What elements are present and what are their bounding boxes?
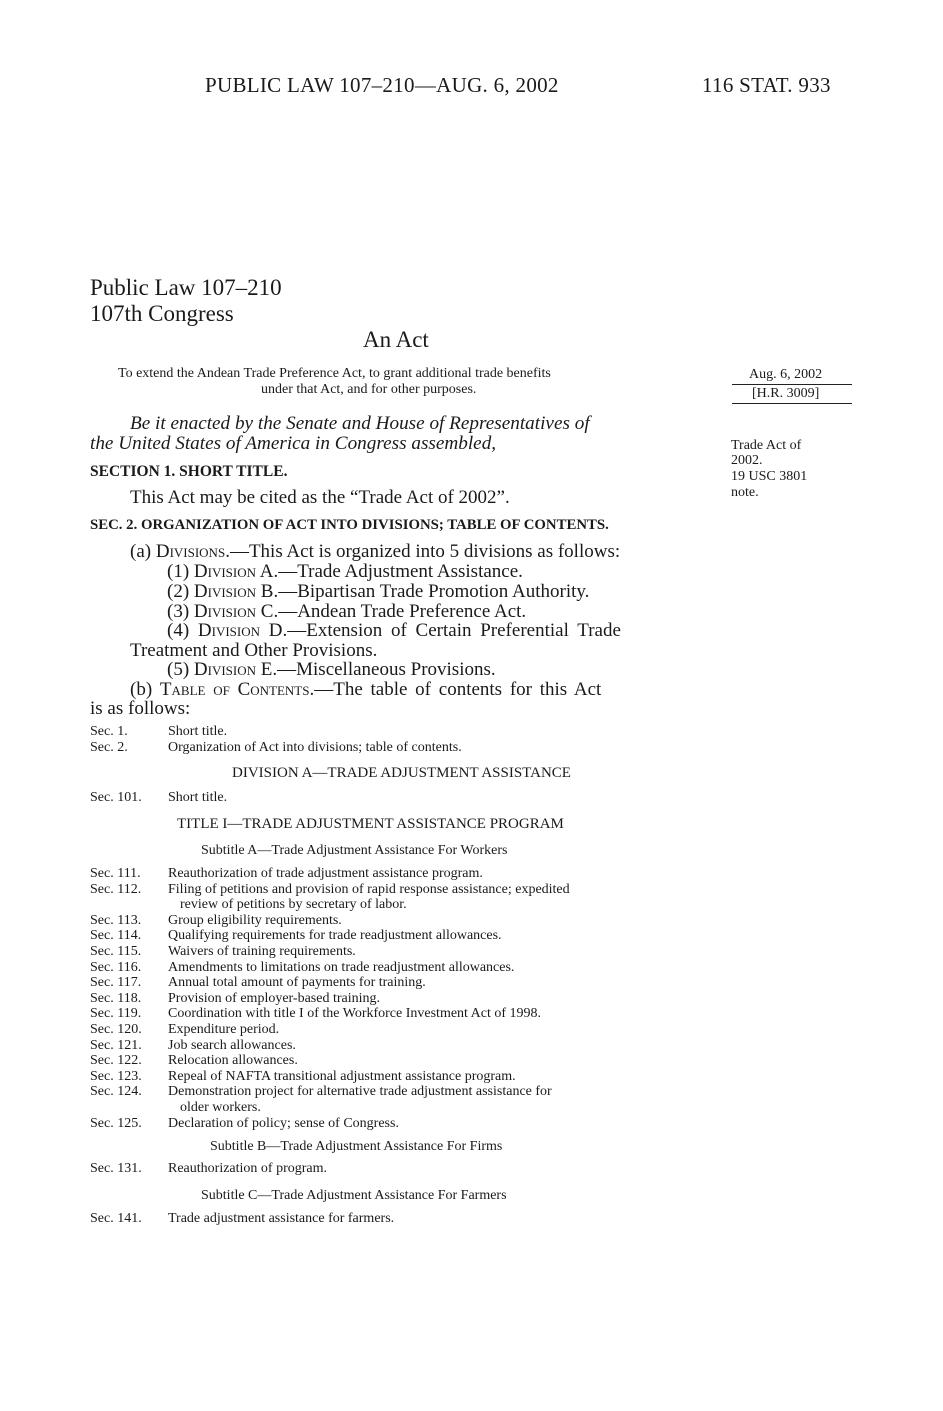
running-header-right: 116 STAT. 933 (702, 73, 831, 97)
toc-title-1-heading: TITLE I—TRADE ADJUSTMENT ASSISTANCE PROGRAM (177, 816, 564, 832)
toc-entry (90, 1053, 730, 1069)
margin-bill-rule (732, 403, 852, 404)
toc-entry (90, 724, 720, 740)
division-4-cont: Treatment and Other Provisions. (130, 640, 378, 661)
section-2-b-prefix: (b) (130, 679, 160, 700)
section-2-b-cont: is as follows: (90, 698, 191, 719)
toc-division-a (90, 790, 720, 806)
toc-entry-title: Annual total amount of payments for training. (168, 975, 426, 991)
toc-entry-title: Organization of Act into divisions; table of contents. (168, 739, 462, 755)
running-header-left: PUBLIC LAW 107–210—AUG. 6, 2002 (205, 73, 559, 97)
section-1-text: This Act may be cited as the “Trade Act of 2002”. (130, 487, 510, 508)
toc-entry-number: Sec. 116. (90, 959, 142, 975)
toc-entry (90, 913, 730, 929)
toc-entry-number: Sec. 119. (90, 1006, 142, 1022)
toc-entry-title: Trade adjustment assistance for farmers. (168, 1211, 395, 1226)
toc-entry-title: Expenditure period. (168, 1021, 280, 1037)
toc-top (90, 724, 720, 755)
margin-note-2: 2002. (731, 453, 763, 468)
toc-entry-title: Filing of petitions and provision of rapid response assistance; expedited (168, 881, 570, 897)
toc-entry (90, 882, 730, 898)
act-heading: An Act (363, 327, 429, 352)
section-2-b-label: Table of Contents (159, 679, 310, 700)
toc-entry (90, 1006, 730, 1022)
toc-entry-title: Relocation allowances. (168, 1053, 298, 1069)
toc-entry-number: Sec. 101. (90, 790, 142, 805)
toc-entry-title: Waivers of training requirements. (168, 943, 356, 959)
toc-entry (90, 1211, 720, 1227)
section-1-heading: SECTION 1. SHORT TITLE. (90, 463, 288, 480)
toc-entry-number: Sec. 117. (90, 975, 142, 991)
toc-entry-number: Sec. 123. (90, 1068, 142, 1084)
toc-entry-title: Declaration of policy; sense of Congress. (168, 1115, 399, 1131)
toc-entry-number: Sec. 115. (90, 943, 142, 959)
toc-entry-number: Sec. 2. (90, 739, 128, 755)
section-2-a-text: .—This Act is organized into 5 divisions as follows: (225, 541, 621, 562)
enacting-clause-line-1: Be it enacted by the Senate and House of Representatives of (130, 413, 590, 434)
toc-entry-title: Short title. (168, 724, 228, 739)
toc-entry (90, 1084, 730, 1100)
margin-bill: [H.R. 3009] (752, 386, 820, 401)
toc-entry-title: Provision of employer-based training. (168, 990, 381, 1006)
division-label: Division B (193, 581, 274, 602)
toc-entry-number: Sec. 124. (90, 1084, 142, 1100)
purpose-line-1: To extend the Andean Trade Preference Act, to grant additional trade benefits (118, 366, 551, 381)
division-number: (1) (167, 561, 194, 582)
toc-entry-number: Sec. 114. (90, 928, 142, 944)
purpose-line-2: under that Act, and for other purposes. (261, 382, 477, 397)
law-number: Public Law 107–210 (90, 275, 282, 300)
toc-entry (90, 928, 730, 944)
toc-entry-number: Sec. 122. (90, 1053, 142, 1069)
toc-entry (90, 1022, 730, 1038)
division-label: Division A (193, 561, 274, 582)
toc-entry-continuation: older workers. (180, 1099, 261, 1115)
toc-entry-continuation: review of petitions by secretary of labor. (180, 897, 407, 913)
toc-entry-number: Sec. 121. (90, 1037, 142, 1053)
margin-date-rule (732, 384, 852, 385)
toc-entry-title: Reauthorization of program. (168, 1161, 328, 1176)
toc-entry (90, 960, 730, 976)
congress-number: 107th Congress (90, 301, 234, 326)
toc-entry (90, 866, 730, 882)
toc-entry (90, 975, 730, 991)
toc-entry-title: Job search allowances. (168, 1037, 296, 1053)
division-number: (5) (167, 659, 194, 680)
toc-subtitle-a-heading: Subtitle A—Trade Adjustment Assistance For Workers (201, 843, 508, 858)
toc-entry (90, 991, 730, 1007)
section-2-a-prefix: (a) (130, 541, 156, 562)
section-2-b (130, 679, 601, 701)
toc-entry (90, 1116, 730, 1132)
margin-date: Aug. 6, 2002 (749, 367, 823, 382)
section-2-b-text: .—The table of contents for this Act (309, 679, 602, 700)
division-text: .—Extension of Certain Preferential Trade (282, 620, 621, 641)
toc-entry (90, 1038, 730, 1054)
section-2-heading: SEC. 2. ORGANIZATION OF ACT INTO DIVISIONS; TABLE OF CONTENTS. (90, 517, 609, 533)
toc-entry (90, 790, 720, 806)
toc-entry (90, 1069, 730, 1085)
division-number: (2) (167, 581, 194, 602)
toc-entry (90, 1161, 720, 1177)
division-text: .—Andean Trade Preference Act. (273, 601, 527, 622)
margin-note-1: Trade Act of (731, 438, 802, 453)
toc-entry-number: Sec. 1. (90, 724, 128, 739)
toc-entry (90, 740, 720, 756)
toc-entry-number: Sec. 113. (90, 912, 142, 928)
toc-entry-number: Sec. 131. (90, 1161, 142, 1176)
toc-entry-title: Reauthorization of trade adjustment assistance program. (168, 866, 483, 881)
division-label: Division C (193, 601, 274, 622)
toc-entry-title: Demonstration project for alternative trade adjustment assistance for (168, 1084, 552, 1100)
toc-entry (90, 944, 730, 960)
toc-subtitle-c-heading: Subtitle C—Trade Adjustment Assistance For Farmers (201, 1188, 507, 1203)
division-text: .—Miscellaneous Provisions. (272, 659, 496, 680)
division-4 (167, 620, 621, 642)
toc-entry-title: Amendments to limitations on trade readjustment allowances. (168, 959, 515, 975)
toc-subtitle-b-heading: Subtitle B—Trade Adjustment Assistance For Firms (210, 1139, 503, 1154)
division-text: .—Bipartisan Trade Promotion Authority. (273, 581, 590, 602)
margin-note-4: note. (731, 485, 759, 500)
toc-entry-number: Sec. 112. (90, 881, 142, 897)
toc-subtitle-a (90, 866, 730, 1131)
section-2-a (130, 541, 620, 563)
division-label: Division D (197, 620, 283, 641)
toc-entry-number: Sec. 125. (90, 1115, 142, 1131)
toc-entry-number: Sec. 118. (90, 990, 142, 1006)
toc-entry-title: Short title. (168, 790, 228, 805)
toc-entry-title: Group eligibility requirements. (168, 912, 342, 928)
division-2 (167, 581, 589, 603)
toc-subtitle-c (90, 1211, 720, 1227)
section-2-a-label: Divisions (155, 541, 226, 562)
toc-entry-number: Sec. 120. (90, 1021, 142, 1037)
division-number: (3) (167, 601, 194, 622)
toc-entry-title: Coordination with title I of the Workforce Investment Act of 1998. (168, 1006, 542, 1022)
division-number: (4) (167, 620, 198, 641)
division-text: .—Trade Adjustment Assistance. (273, 561, 523, 582)
division-5 (167, 659, 496, 681)
enacting-clause-line-2: the United States of America in Congress assembled, (90, 433, 497, 454)
toc-subtitle-b (90, 1161, 720, 1177)
toc-entry-title: Repeal of NAFTA transitional adjustment assistance program. (168, 1068, 516, 1084)
toc-entry-title: Qualifying requirements for trade readjustment allowances. (168, 928, 502, 944)
toc-entry-number: Sec. 111. (90, 866, 141, 881)
toc-division-a-heading: DIVISION A—TRADE ADJUSTMENT ASSISTANCE (232, 765, 571, 781)
margin-note-3: 19 USC 3801 (731, 469, 808, 484)
division-1 (167, 561, 523, 583)
toc-entry-number: Sec. 141. (90, 1211, 142, 1226)
division-label: Division E (193, 659, 273, 680)
